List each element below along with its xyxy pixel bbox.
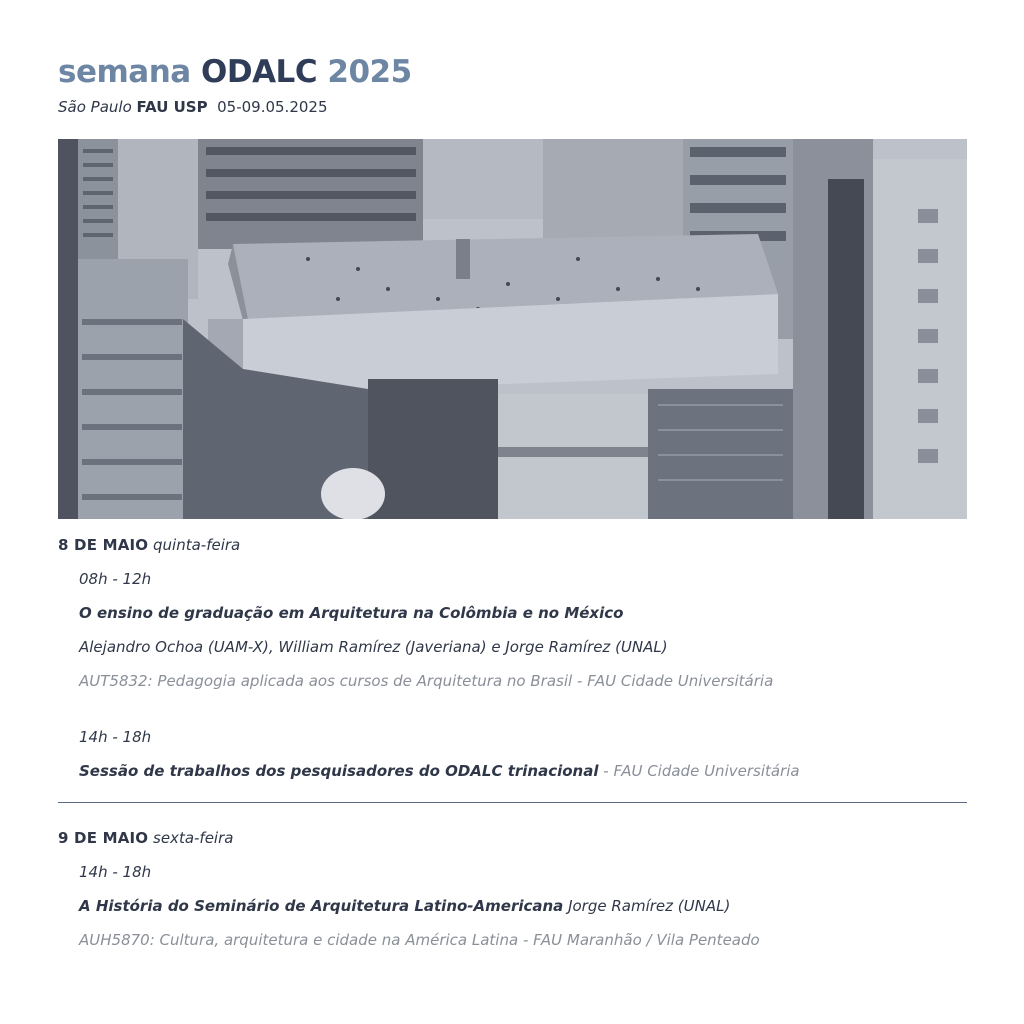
venue: FAU USP [136,98,208,116]
section-divider [58,802,967,803]
day-weekday: quinta-feira [148,536,241,554]
session-time: 08h - 12h [79,570,152,588]
building-photo-illustration [58,139,967,519]
session-title: A História do Seminário de Arquitetura Latino-Americana [79,897,564,915]
header [58,52,412,116]
session-course: AUH5870: Cultura, arquitetura e cidade na América Latina - FAU Maranhão / Vila Penteado [79,931,760,949]
session-title-line [79,760,967,782]
building-photo [58,139,967,519]
day-weekday: sexta-feira [148,829,234,847]
title-year: 2025 [317,54,412,90]
title-odalc: ODALC [200,54,318,90]
day-date: 9 DE MAIO [58,829,149,847]
session-time: 14h - 18h [79,728,152,746]
session-course: AUT5832: Pedagogia aplicada aos cursos de Arquitetura no Brasil - FAU Cidade Universitária [79,672,774,690]
session-location: - FAU Cidade Universitária [598,762,800,780]
session-title: Sessão de trabalhos dos pesquisadores do ODALC trinacional [79,762,599,780]
event-subtitle [58,98,412,116]
event-dates: 05-09.05.2025 [207,98,328,116]
schedule [58,534,967,963]
day-heading-8-maio [58,534,967,556]
session-time: 14h - 18h [79,863,152,881]
day-heading-9-maio [58,827,967,849]
event-title [58,52,412,92]
session-title: O ensino de graduação em Arquitetura na Colômbia e no México [79,604,624,622]
session-title-line [79,895,967,917]
city: São Paulo [58,98,137,116]
day-date: 8 DE MAIO [58,536,149,554]
session-speaker: Jorge Ramírez (UNAL) [563,897,731,915]
spacer [58,704,967,726]
title-semana: semana [58,54,201,90]
session-speakers: Alejandro Ochoa (UAM-X), William Ramírez (Javeriana) e Jorge Ramírez (UNAL) [79,638,668,656]
